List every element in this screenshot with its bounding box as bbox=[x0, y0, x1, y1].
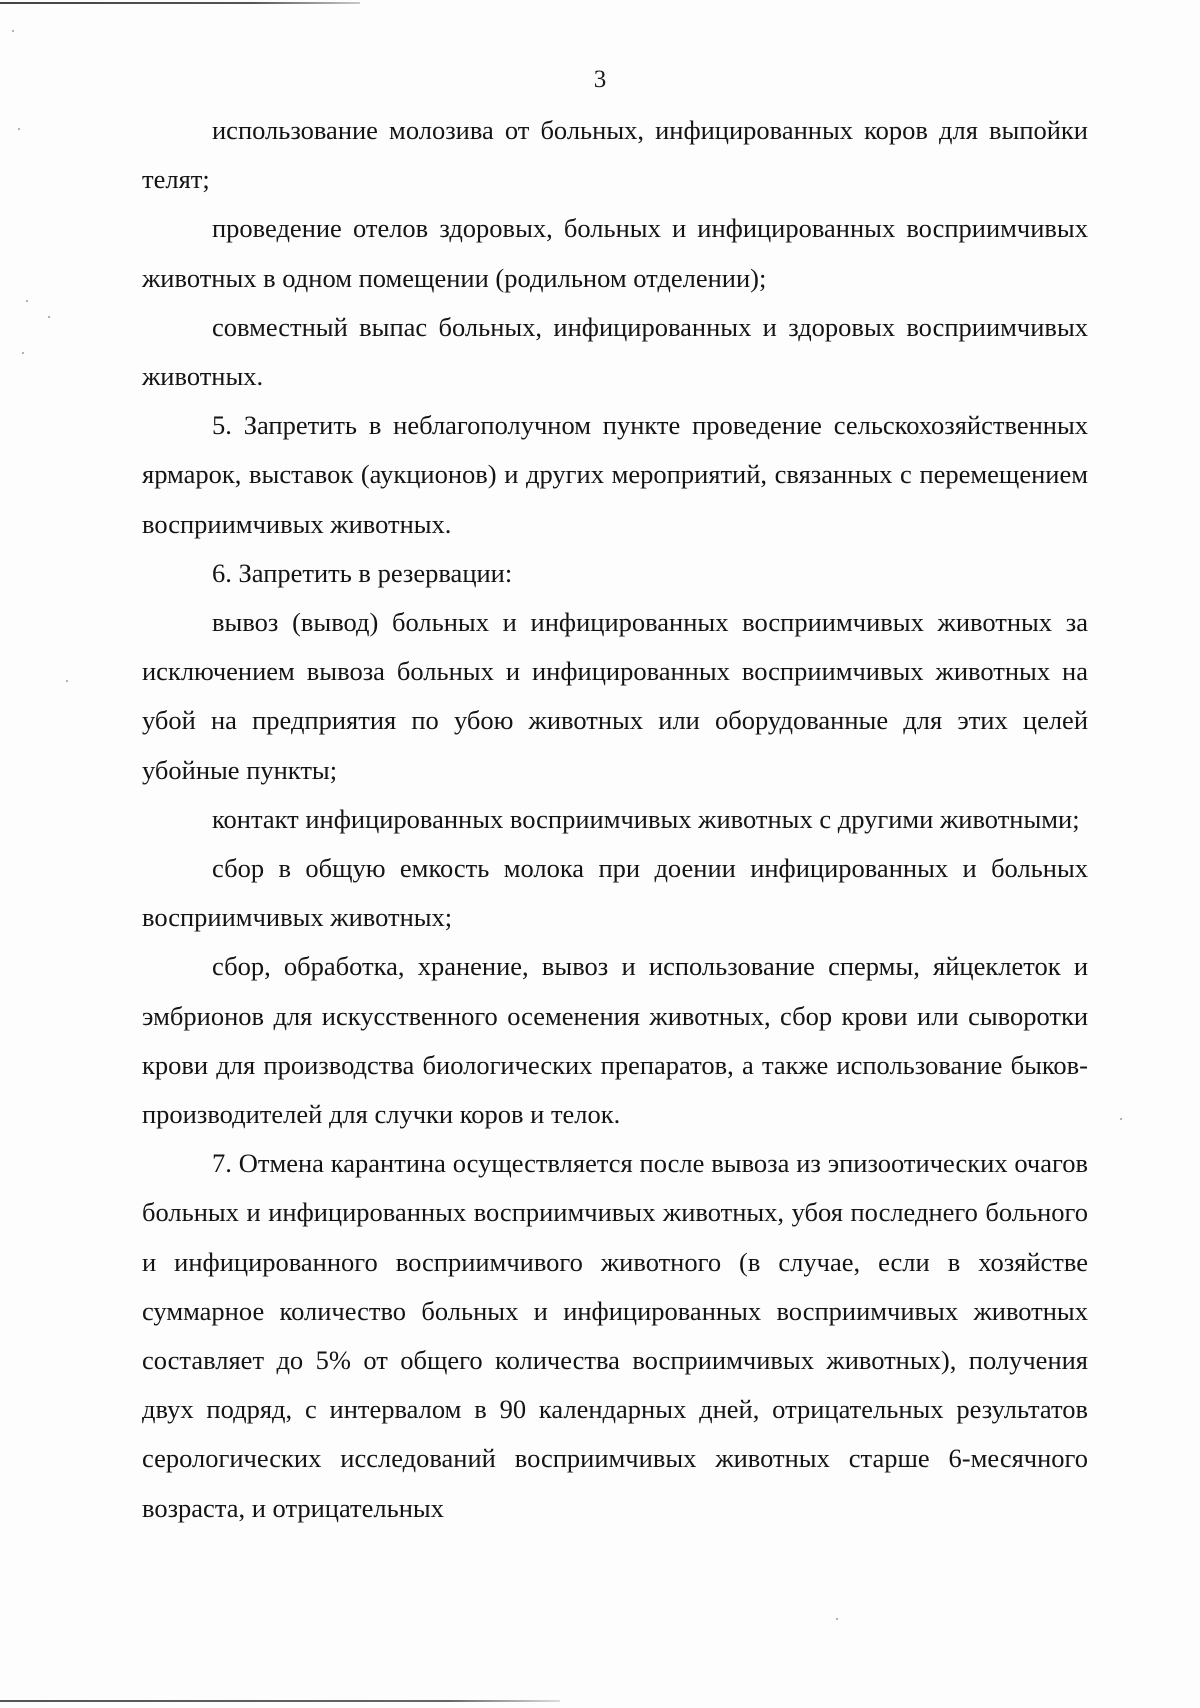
paragraph-calving: проведение отелов здоровых, больных и инфицированных восприимчивых животных в одном помещении (родильном отделении); bbox=[142, 213, 1088, 293]
document-body bbox=[142, 106, 1088, 1533]
scan-speck bbox=[18, 128, 20, 130]
scan-speck bbox=[26, 300, 28, 302]
scan-speck bbox=[1120, 1118, 1122, 1120]
paragraph-contact-ban: контакт инфицированных восприимчивых животных с другими животными; bbox=[212, 803, 1080, 834]
page-number: 3 bbox=[593, 66, 607, 93]
scan-speck bbox=[12, 30, 14, 32]
scan-edge-bottom bbox=[0, 1700, 560, 1702]
scan-edge-top bbox=[0, 2, 360, 4]
paragraph-grazing: совместный выпас больных, инфицированных и здоровых восприимчивых животных. bbox=[142, 311, 1088, 392]
paragraph-export-ban: вывоз (вывод) больных и инфицированных восприимчивых животных за исключением вывоза больных и инфицированных восприимчивых животных на убой на предприятия по убою животных или оборудованные для этих целей убойные пункты; bbox=[142, 607, 1088, 785]
scan-speck bbox=[66, 680, 68, 682]
paragraph-insemination-ban: сбор, обработка, хранение, вывоз и использование спермы, яйцеклеток и эмбрионов для искусственного осеменения животных, сбор крови или сыворотки крови для производства биологических препаратов, а также использование быков-производителей для случки коров и телок. bbox=[142, 951, 1088, 1130]
scan-speck bbox=[22, 352, 24, 354]
paragraph-item-6: 6. Запретить в резервации: bbox=[212, 557, 513, 588]
paragraph-milk-ban: сбор в общую емкость молока при доении инфицированных и больных восприимчивых животных; bbox=[142, 853, 1088, 933]
paragraph-colostrum: использование молозива от больных, инфицированных коров для выпойки телят; bbox=[142, 115, 1088, 195]
paragraph-item-7: 7. Отмена карантина осуществляется после вывоза из эпизоотических очагов больных и инфицированных восприимчивых животных, убоя последнего больного и инфицированного восприимчивого животного (в случае, если в хозяйстве суммарное количество больных и инфицированных восприимчивых животных составляет до 5% от общего количества восприимчивых животных), получения двух подряд, с интервалом в 90 календарных дней, отрицательных результатов серологических исследований восприимчивых животных старше 6-месячного возраста, и отрицательных bbox=[142, 1148, 1088, 1523]
scan-speck bbox=[836, 1618, 838, 1620]
scan-speck bbox=[48, 316, 50, 318]
paragraph-item-5: 5. Запретить в неблагополучном пункте проведение сельскохозяйственных ярмарок, выставок (аукционов) и других мероприятий, связанных с перемещением восприимчивых животных. bbox=[142, 410, 1088, 539]
